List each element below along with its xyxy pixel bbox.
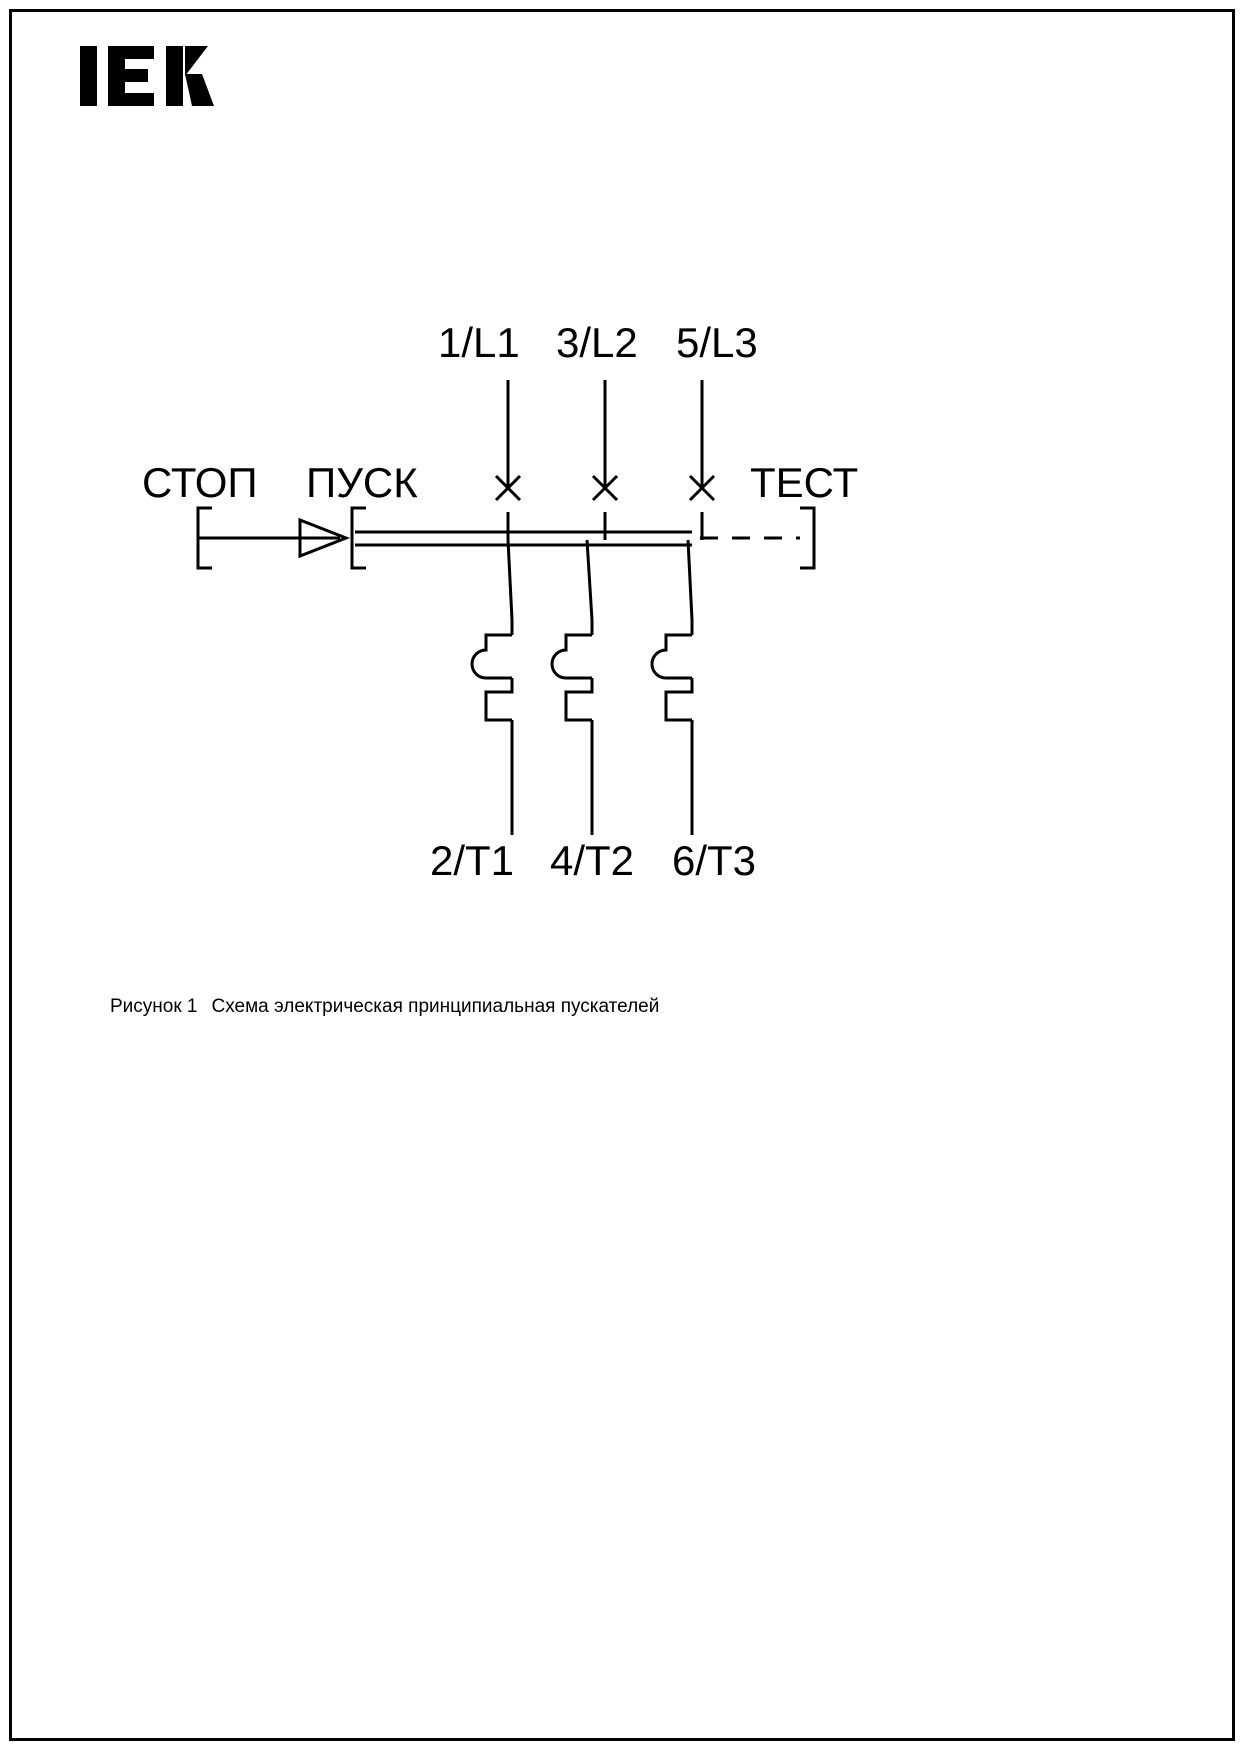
figure-caption [110, 996, 659, 1018]
iek-logo [78, 38, 268, 114]
schematic-drawing [100, 290, 960, 930]
stop-actuator [198, 508, 346, 568]
terminal-label-1-l1: 1/L1 [438, 319, 520, 366]
phase-pole-3 [652, 380, 714, 835]
control-label-start: ПУСК [306, 459, 418, 506]
terminal-label-4-t2: 4/T2 [550, 837, 635, 884]
mechanical-linkage [352, 508, 814, 568]
control-label-test: ТЕСТ [750, 459, 859, 506]
phase-pole-1 [472, 380, 520, 835]
figure-caption-text: Схема электрическая принципиальная пускателей [211, 996, 660, 1017]
control-label-stop: СТОП [142, 459, 258, 506]
phase-pole-2 [552, 380, 617, 835]
terminal-label-3-l2: 3/L2 [556, 319, 638, 366]
terminal-label-2-t1: 2/T1 [430, 837, 515, 884]
terminal-label-5-l3: 5/L3 [676, 319, 758, 366]
terminal-label-6-t3: 6/T3 [672, 837, 757, 884]
figure-number: Рисунок 1 [110, 996, 198, 1017]
